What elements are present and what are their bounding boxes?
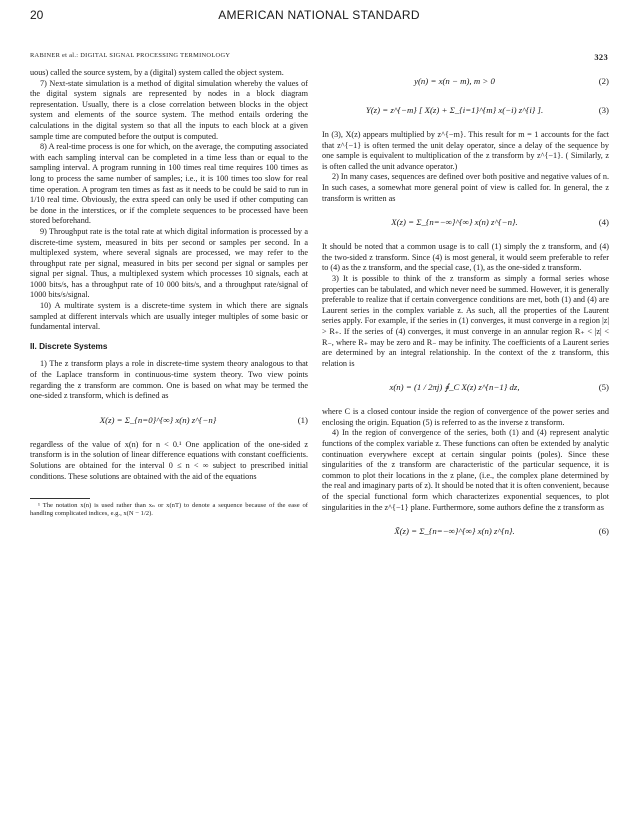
- equation-4-expression: X(z) = Σ_{n=−∞}^{∞} x(n) z^{−n}.: [391, 217, 518, 228]
- equation-2: [322, 72, 609, 92]
- paragraph-next-state-simulation: 7) Next-state simulation is a method of digital simulation whereby the values of the digital system signals are represented by nodes in a block diagram representation. Usually, there is a close correlation between blocks in the object system and elements of the source system. The method entails ordering the calculations in the digital system so that all the inputs to each block at a given sample time are computed before the output is computed.: [30, 78, 308, 141]
- page-number: 20: [30, 8, 44, 22]
- paragraph-common-usage: It should be noted that a common usage is to call (1) simply the z transform, and (4) the two-sided z transform. Since (4) is most general, it would seem preferable to refer to (4) as the z transform, and the special case, (1), as the one-sided z transform.: [322, 242, 609, 273]
- equation-3-expression: Y(z) = z^{−m} [ X(z) + Σ_{i=1}^{m} x(−i) z^{i} ].: [365, 105, 544, 115]
- equation-5: [322, 373, 609, 403]
- paragraph-inverse-z-transform: where C is a closed contour inside the region of convergence of the power series and enclosing the origin. Equation (5) is referred to as the inverse z transform.: [322, 407, 609, 427]
- paragraph-analytic-continuation: 4) In the region of convergence of the series, both (1) and (4) represent analytic functions of the complex variable z. These functions can often be extended by analytic continuation everywhere except at certain singular points (poles). Since these singularities of the z transform are characteristic of the particular sequence, it is common to plot their locations in the z plane, (i.e., the complex plane determined by the real and imaginary parts of z). It should be noted that it is often convenient, because of the special functional form which characterizes exponential sequences, to plot singularities in the z^{−1} plane. Furthermore, some authors define the z transform as: [322, 428, 609, 512]
- equation-5-expression: x(n) = (1 / 2πj) ∮_C X(z) z^{n−1} dz,: [389, 382, 520, 393]
- paragraph-real-time-process: 8) A real-time process is one for which, on the average, the computing associated with each sampling interval can be completed in a time less than or equal to the sampling interval. A program running in 100 times real time requires 100 times as long to process the same number of samples; i.e., it is 100 times too slow for real time operation. A program ten times as fast as it needs to be could be said to run in 1/10 real time. Obviously, the extra speed can only be used if other computing can be done in the interstices, or if the complete sequences to be processed have been stored beforehand.: [30, 142, 308, 226]
- section-heading: II. Discrete Systems: [30, 341, 108, 351]
- paragraph-z-transform: 1) The z transform plays a role in discrete-time system theory analogous to that of the Laplace transform in continuous-time system theory. Two view points regarding the z transform are common. One is based on what may be termed the one-sided z transform, which is defined as: [30, 359, 308, 401]
- running-head-left: RABINER et al.: DIGITAL SIGNAL PROCESSING TERMINOLOGY: [30, 52, 231, 59]
- equation-2-number: (2): [598, 76, 609, 86]
- equation-6-expression: X̃(z) = Σ_{n=−∞}^{∞} x(n) z^{n}.: [394, 526, 515, 537]
- footnote-rule: [30, 498, 90, 499]
- equation-4-number: (4): [598, 217, 609, 228]
- page-header: [30, 8, 608, 28]
- running-head: [30, 52, 608, 64]
- right-column: [322, 68, 609, 551]
- paragraph-throughput-rate: 9) Throughput rate is the total rate at which digital information is processed by a discrete-time system, measured in bits per second or samples per second. In a multiplexed system, where several signals are processed, we may refer to the throughput rate per signal, measured in bits per second per signal or samples per signal per signal. Thus, a multiplexed system which processes 10 signals, each at 1000 bits/s, has a throughput rate of 10 000 bits/s, and a throughput rate/signal of 1000 bits/s/signal.: [30, 226, 308, 300]
- equation-6-number: (6): [598, 526, 609, 537]
- left-column: [30, 68, 308, 517]
- paragraph-two-sided: 2) In many cases, sequences are defined over both positive and negative values of n. In such cases, a somewhat more general point of view is called for. In general, the z transform is written as: [322, 172, 609, 203]
- equation-3: [322, 96, 609, 126]
- paragraph-multirate-system: 10) A multirate system is a discrete-time system in which there are signals sampled at different intervals which are usually integer multiples of some basic or fundamental interval.: [30, 301, 308, 332]
- equation-5-number: (5): [598, 382, 609, 393]
- page-title: AMERICAN NATIONAL STANDARD: [218, 8, 420, 22]
- equation-2-expression: y(n) = x(n − m), m > 0: [414, 76, 495, 86]
- paragraph-unit-delay: In (3), X(z) appears multiplied by z^{−m}. This result for m = 1 accounts for the fact that z^{−1} is often termed the unit delay operator, since a delay of the sequence by one sample is equivalent to multiplication of the z transform by z^{−1}. ( Similarly, z is often called the unit advance operator.): [322, 130, 609, 171]
- paragraph-one-sided: regardless of the value of x(n) for n < 0.¹ One application of the one-sided z transform is in the solution of linear difference equations with constant coefficients. Solutions are obtained for the interval 0 ≤ n < ∞ subject to prescribed initial conditions. These solutions are obtained with the aid of the equations: [30, 439, 308, 481]
- equation-1-number: (1): [297, 414, 308, 425]
- equation-1-expression: X(z) = Σ_{n=0}^{∞} x(n) z^{−n}: [99, 414, 217, 425]
- journal-page-number: 323: [594, 52, 608, 62]
- paragraph-laurent-series: 3) It is possible to think of the z transform as simply a formal series whose properties can be tabulated, and which never need be summed. However, it is generally preferable to realize that if certain convergence conditions are met, both (1) and (4) are Laurent series in the complex variable z. As such, all the properties of the Laurent series apply. For example, if the series in (1) converges, it must converge in a region |z| > R₊. If the series of (4) converges, it must converge in an annular region R₊ < |z| < R₋, where R₊ may be zero and R₋ may be infinity. The coefficients of a Laurent series are determined by an integral relationship. In the context of the z transform, this relation is: [322, 273, 609, 368]
- paragraph-object-system: uous) called the source system, by a (digital) system called the object system.: [30, 68, 284, 77]
- equation-3-number: (3): [598, 105, 609, 115]
- equation-6: [322, 517, 609, 547]
- footnote: ¹ The notation x(n) is used rather than xₙ or x(nT) to denote a sequence because of the ease of handling complicated indices, e.g., x(N − 1/2).: [30, 502, 308, 517]
- equation-1: [30, 406, 308, 436]
- equation-4: [322, 208, 609, 238]
